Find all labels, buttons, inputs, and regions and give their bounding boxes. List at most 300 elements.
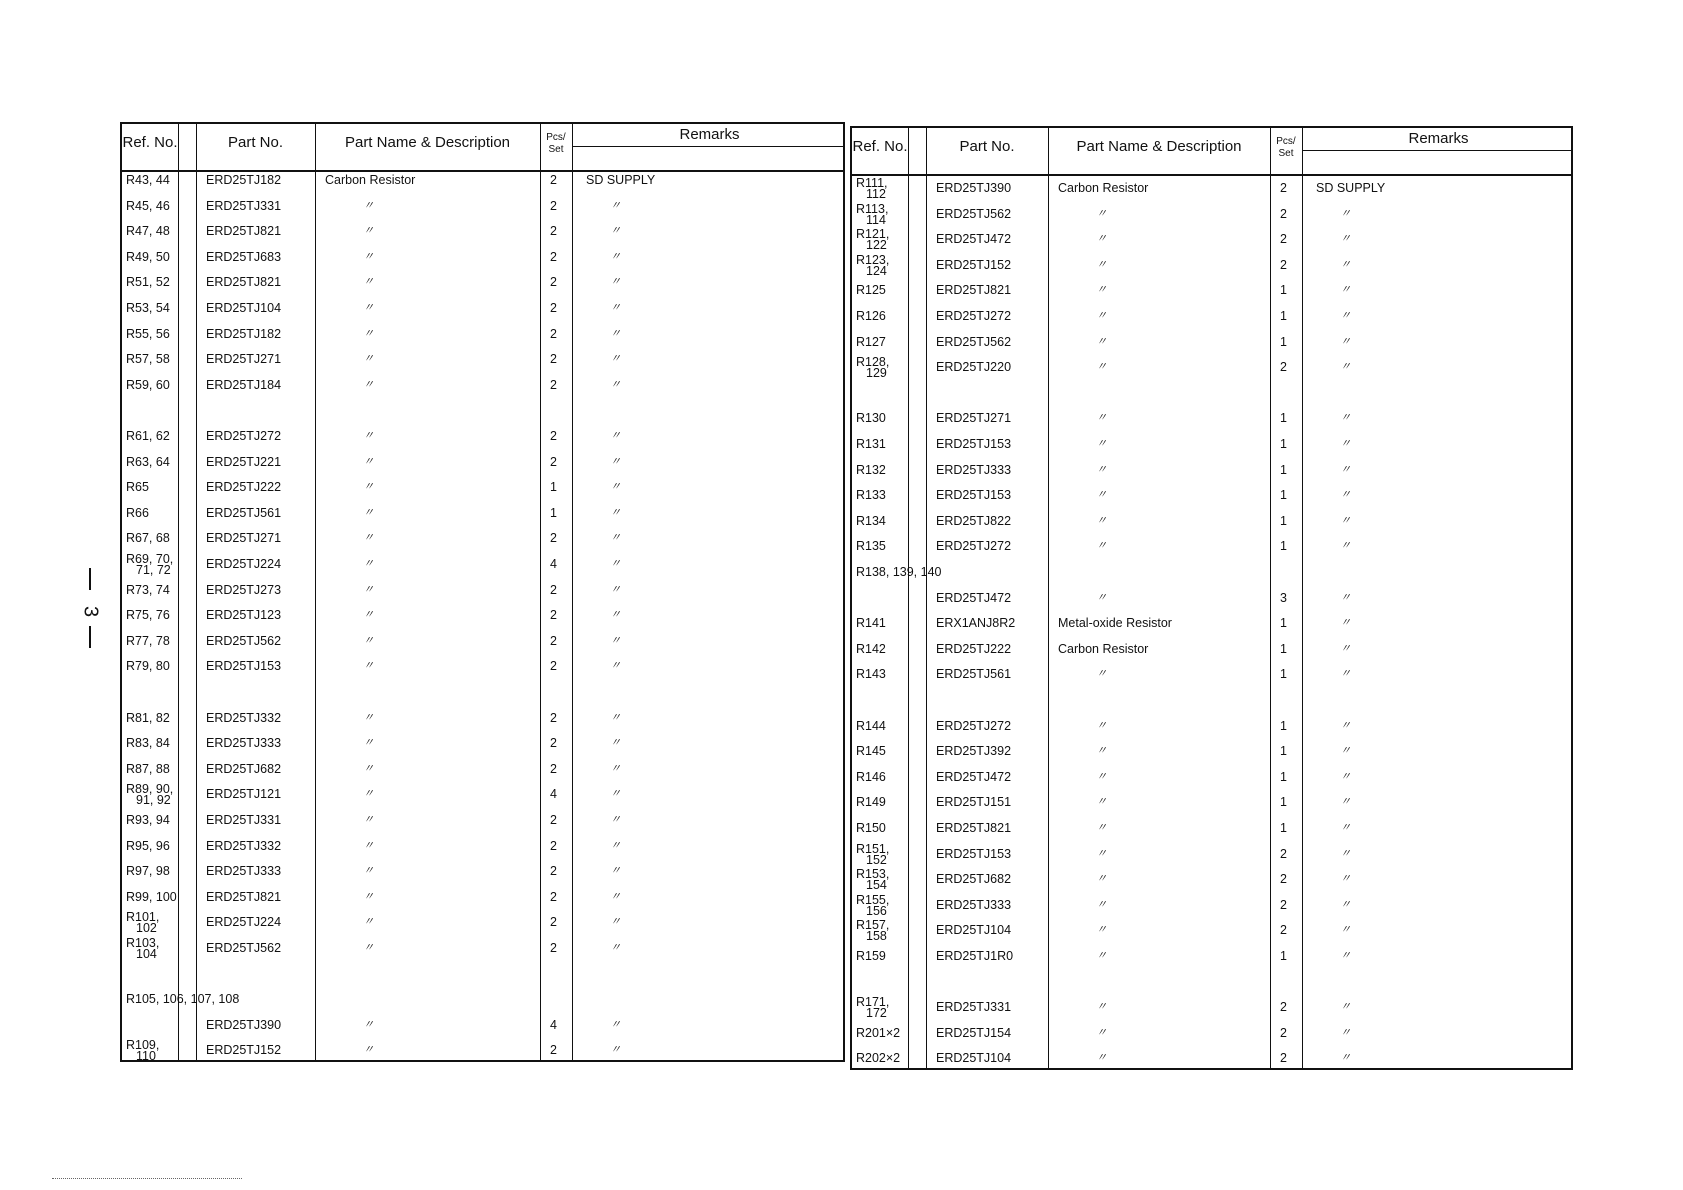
- row-remarks: 〃: [1340, 617, 1351, 629]
- row-ref: R201×2: [856, 1026, 901, 1040]
- row-remarks: 〃: [1340, 950, 1351, 962]
- row-part-name: 〃: [363, 532, 374, 544]
- row-ref: [856, 997, 889, 1019]
- row-part-name: 〃: [1096, 668, 1107, 680]
- row-ref-line1: R113,: [856, 202, 889, 216]
- row-ref: R95, 96: [126, 839, 170, 853]
- row-part-name: 〃: [363, 251, 374, 263]
- row-ref: R87, 88: [126, 762, 170, 776]
- row-ref-line1: R121,: [856, 227, 890, 241]
- row-ref: R77, 78: [126, 634, 170, 648]
- row-remarks: 〃: [1340, 1027, 1351, 1039]
- row-ref-line2: 102: [136, 921, 157, 935]
- row-ref: R97, 98: [126, 864, 170, 878]
- row-pcs: 4: [550, 557, 557, 571]
- row-part-no: ERD25TJ682: [936, 872, 1012, 886]
- row-part-name: 〃: [363, 1044, 374, 1056]
- row-ref-line1: R155,: [856, 893, 890, 907]
- row-remarks: 〃: [610, 609, 621, 621]
- row-part-no: ERD25TJ1R0: [936, 949, 1014, 963]
- row-part-no: ERD25TJ472: [936, 232, 1012, 246]
- row-remarks: 〃: [610, 532, 621, 544]
- row-ref: [856, 357, 889, 379]
- row-part-no: ERD25TJ222: [206, 480, 282, 494]
- row-ref: [856, 844, 889, 866]
- row-part-no: ERD25TJ333: [936, 463, 1012, 477]
- row-remarks: 〃: [610, 635, 621, 647]
- row-ref: [126, 938, 159, 960]
- column-divider: [178, 124, 179, 1060]
- row-part-name: 〃: [363, 481, 374, 493]
- row-remarks: 〃: [1340, 1001, 1351, 1013]
- header-ref-no: Ref. No.: [852, 138, 908, 155]
- row-pcs: 2: [550, 915, 557, 929]
- column-divider: [926, 128, 927, 1068]
- row-part-name: 〃: [1096, 412, 1107, 424]
- row-ref-line2: 71, 72: [136, 563, 171, 577]
- row-pcs: 2: [550, 608, 557, 622]
- row-part-no: ERD25TJ271: [206, 531, 282, 545]
- header-part-no: Part No.: [227, 134, 284, 151]
- row-part-name: 〃: [1096, 361, 1107, 373]
- row-ref: R83, 84: [126, 736, 170, 750]
- row-remarks: 〃: [1340, 771, 1351, 783]
- row-ref: R134: [856, 514, 886, 528]
- row-part-no: ERD25TJ390: [936, 181, 1012, 195]
- row-pcs: 2: [550, 378, 557, 392]
- row-part-no: ERD25TJ822: [936, 514, 1012, 528]
- row-pcs: 2: [550, 1043, 557, 1057]
- row-part-no: ERD25TJ271: [206, 352, 282, 366]
- row-ref-line1: R69, 70,: [126, 552, 174, 566]
- row-part-name: 〃: [363, 379, 374, 391]
- row-pcs: 2: [550, 839, 557, 853]
- row-part-name: 〃: [363, 276, 374, 288]
- row-part-name: 〃: [1096, 924, 1107, 936]
- row-remarks: 〃: [610, 200, 621, 212]
- row-ref: R149: [856, 795, 886, 809]
- row-part-name: 〃: [1096, 540, 1107, 552]
- row-ref: R132: [856, 463, 886, 477]
- row-ref: R143: [856, 667, 886, 681]
- row-ref: R145: [856, 744, 886, 758]
- row-part-no: ERD25TJ272: [206, 429, 282, 443]
- row-ref: [856, 204, 888, 226]
- row-ref: R57, 58: [126, 352, 170, 366]
- row-remarks: 〃: [1340, 336, 1351, 348]
- row-remarks: 〃: [610, 507, 621, 519]
- row-ref: R93, 94: [126, 813, 170, 827]
- header-set: Set: [548, 144, 564, 155]
- page-number: [78, 568, 102, 648]
- row-part-name: Carbon Resistor: [1058, 181, 1149, 195]
- row-remarks: 〃: [610, 584, 621, 596]
- row-ref-line2: 172: [866, 1006, 887, 1020]
- header-set: Set: [1278, 148, 1294, 159]
- row-pcs: 2: [1280, 181, 1287, 195]
- row-remarks: 〃: [610, 353, 621, 365]
- row-part-no: ERD25TJ562: [206, 634, 282, 648]
- row-ref: [126, 912, 159, 934]
- row-part-no: ERD25TJ121: [206, 787, 282, 801]
- row-ref: R51, 52: [126, 275, 170, 289]
- row-ref: [856, 895, 889, 917]
- row-ref: [126, 1040, 159, 1062]
- column-divider: [196, 124, 197, 1060]
- row-remarks: 〃: [610, 379, 621, 391]
- row-pcs: 2: [1280, 898, 1287, 912]
- row-pcs: 2: [550, 455, 557, 469]
- row-ref: R135: [856, 539, 886, 553]
- row-remarks: 〃: [1340, 1052, 1351, 1064]
- row-remarks: 〃: [1340, 515, 1351, 527]
- row-part-name: 〃: [363, 916, 374, 928]
- row-part-no: ERD25TJ224: [206, 915, 282, 929]
- header-pcs: Pcs/: [1276, 136, 1296, 147]
- row-part-no: ERD25TJ682: [206, 762, 282, 776]
- header-part-no: Part No.: [959, 138, 1015, 155]
- row-remarks: 〃: [610, 558, 621, 570]
- row-part-no: ERD25TJ104: [206, 301, 282, 315]
- row-remarks: 〃: [610, 865, 621, 877]
- row-ref: R99, 100: [126, 890, 177, 904]
- row-pcs: 2: [550, 173, 557, 187]
- row-remarks: 〃: [1340, 643, 1351, 655]
- row-ref: R127: [856, 335, 886, 349]
- row-ref: [126, 784, 173, 806]
- row-part-name: 〃: [1096, 720, 1107, 732]
- row-pcs: 2: [550, 275, 557, 289]
- row-remarks: 〃: [610, 712, 621, 724]
- row-pcs: 2: [550, 583, 557, 597]
- row-remarks: 〃: [1340, 489, 1351, 501]
- row-part-no: ERD25TJ472: [936, 770, 1012, 784]
- row-part-name: 〃: [363, 891, 374, 903]
- row-part-no: ERD25TJ331: [206, 199, 282, 213]
- remarks-header-divider: [572, 146, 843, 147]
- header-pcs-set: [540, 132, 572, 156]
- row-ref: R79, 80: [126, 659, 170, 673]
- row-pcs: 2: [1280, 360, 1287, 374]
- row-pcs: 3: [1280, 591, 1287, 605]
- row-pcs: 2: [550, 301, 557, 315]
- row-remarks: 〃: [610, 891, 621, 903]
- row-ref: R73, 74: [126, 583, 170, 597]
- row-ref: R125: [856, 283, 886, 297]
- row-part-name: 〃: [363, 507, 374, 519]
- row-ref-line1: R109,: [126, 1038, 160, 1052]
- row-ref: R53, 54: [126, 301, 170, 315]
- row-part-no: ERD25TJ272: [936, 719, 1012, 733]
- row-pcs: 1: [1280, 719, 1287, 733]
- row-remarks: 〃: [1340, 899, 1351, 911]
- row-pcs: 1: [1280, 949, 1287, 963]
- row-part-no: ERD25TJ562: [936, 335, 1012, 349]
- row-part-no: ERD25TJ333: [206, 736, 282, 750]
- row-pcs: 2: [550, 250, 557, 264]
- row-part-name: Metal-oxide Resistor: [1058, 616, 1172, 630]
- row-ref: [856, 229, 889, 251]
- row-remarks: 〃: [1340, 796, 1351, 808]
- row-part-name: 〃: [363, 558, 374, 570]
- row-pcs: 1: [1280, 744, 1287, 758]
- row-remarks: 〃: [610, 763, 621, 775]
- row-part-no: ERD25TJ562: [936, 207, 1012, 221]
- row-part-no: ERD25TJ821: [936, 821, 1012, 835]
- row-remarks: 〃: [1340, 464, 1351, 476]
- row-remarks: 〃: [1340, 822, 1351, 834]
- row-ref: [856, 178, 888, 200]
- row-remarks: 〃: [1340, 259, 1351, 271]
- row-ref-line1: R101,: [126, 910, 160, 924]
- row-part-no: ERD25TJ562: [206, 941, 282, 955]
- row-part-no: ERD25TJ271: [936, 411, 1012, 425]
- row-part-no: ERD25TJ182: [206, 173, 282, 187]
- row-remarks: 〃: [610, 788, 621, 800]
- row-pcs: 1: [1280, 283, 1287, 297]
- row-ref: R81, 82: [126, 711, 170, 725]
- row-part-name: 〃: [363, 609, 374, 621]
- row-pcs: 2: [550, 736, 557, 750]
- row-part-no: ERD25TJ151: [936, 795, 1012, 809]
- row-ref: [126, 554, 173, 576]
- row-part-name: 〃: [1096, 1027, 1107, 1039]
- row-part-name: 〃: [363, 584, 374, 596]
- row-part-name: 〃: [1096, 284, 1107, 296]
- header-part-name: Part Name & Description: [344, 134, 511, 151]
- row-ref-line1: R157,: [856, 918, 890, 932]
- row-part-no: ERD25TJ104: [936, 1051, 1012, 1065]
- row-part-name: 〃: [1096, 848, 1107, 860]
- column-divider: [908, 128, 909, 1068]
- row-remarks: 〃: [610, 251, 621, 263]
- row-part-no: ERD25TJ224: [206, 557, 282, 571]
- row-ref-line2: 158: [866, 929, 887, 943]
- row-pcs: 2: [1280, 1000, 1287, 1014]
- row-part-name: 〃: [363, 302, 374, 314]
- row-remarks: 〃: [610, 942, 621, 954]
- row-pcs: 4: [550, 787, 557, 801]
- row-ref-line2: 152: [866, 853, 887, 867]
- row-part-name: 〃: [1096, 336, 1107, 348]
- footer-scan-marks: [52, 1178, 242, 1181]
- row-part-name: 〃: [1096, 233, 1107, 245]
- row-pcs: 2: [550, 327, 557, 341]
- row-ref: R133: [856, 488, 886, 502]
- row-ref: R45, 46: [126, 199, 170, 213]
- row-part-name: 〃: [1096, 464, 1107, 476]
- row-part-name: 〃: [363, 737, 374, 749]
- header-remarks: Remarks: [1408, 130, 1469, 147]
- row-pcs: 2: [1280, 258, 1287, 272]
- row-part-name: 〃: [363, 814, 374, 826]
- row-part-no: ERD25TJ332: [206, 711, 282, 725]
- row-pcs: 1: [1280, 309, 1287, 323]
- row-part-name: 〃: [1096, 899, 1107, 911]
- row-ref: R65: [126, 480, 149, 494]
- row-part-no: ERD25TJ184: [206, 378, 282, 392]
- row-part-no: ERD25TJ104: [936, 923, 1012, 937]
- row-ref-line2: 124: [866, 264, 887, 278]
- column-divider: [315, 124, 316, 1060]
- row-part-name: 〃: [1096, 950, 1107, 962]
- row-pcs: 2: [1280, 923, 1287, 937]
- row-part-no: ERD25TJ221: [206, 455, 282, 469]
- row-part-name: 〃: [1096, 489, 1107, 501]
- row-ref: R150: [856, 821, 886, 835]
- row-ref: R59, 60: [126, 378, 170, 392]
- row-ref: [856, 920, 889, 942]
- row-ref-line2: 122: [866, 238, 887, 252]
- row-pcs: 2: [1280, 1026, 1287, 1040]
- parts-table-right: [850, 126, 1573, 1070]
- row-remarks: 〃: [1340, 310, 1351, 322]
- row-ref: R75, 76: [126, 608, 170, 622]
- row-remarks: 〃: [1340, 873, 1351, 885]
- row-part-name: 〃: [1096, 592, 1107, 604]
- row-part-name: 〃: [363, 353, 374, 365]
- row-pcs: 1: [1280, 642, 1287, 656]
- row-part-name: 〃: [1096, 208, 1107, 220]
- row-ref-line1: R153,: [856, 867, 890, 881]
- row-remarks: 〃: [1340, 284, 1351, 296]
- row-remarks: 〃: [1340, 848, 1351, 860]
- row-part-name: 〃: [1096, 796, 1107, 808]
- row-remarks: 〃: [1340, 208, 1351, 220]
- row-ref: [856, 255, 889, 277]
- row-part-name: 〃: [1096, 1052, 1107, 1064]
- row-part-no: ERD25TJ153: [206, 659, 282, 673]
- row-part-no: ERD25TJ331: [206, 813, 282, 827]
- row-part-name: 〃: [1096, 822, 1107, 834]
- row-ref: R105, 106, 107, 108: [126, 992, 240, 1006]
- row-pcs: 2: [1280, 1051, 1287, 1065]
- row-ref: R126: [856, 309, 886, 323]
- row-pcs: 2: [1280, 232, 1287, 246]
- row-pcs: 1: [1280, 821, 1287, 835]
- row-ref-line1: R171,: [856, 995, 890, 1009]
- row-part-no: ERD25TJ152: [206, 1043, 282, 1057]
- row-part-no: ERD25TJ220: [936, 360, 1012, 374]
- row-pcs: 2: [550, 531, 557, 545]
- row-remarks: 〃: [1340, 668, 1351, 680]
- row-ref: R63, 64: [126, 455, 170, 469]
- column-divider: [1302, 128, 1303, 1068]
- row-remarks: 〃: [610, 328, 621, 340]
- row-pcs: 2: [550, 224, 557, 238]
- row-part-no: ERD25TJ273: [206, 583, 282, 597]
- row-ref-line1: R128,: [856, 355, 890, 369]
- row-remarks: 〃: [610, 1019, 621, 1031]
- row-pcs: 1: [550, 506, 557, 520]
- row-ref-line2: 129: [866, 366, 887, 380]
- row-pcs: 2: [550, 199, 557, 213]
- column-divider: [1048, 128, 1049, 1068]
- row-part-no: ERD25TJ332: [206, 839, 282, 853]
- row-part-no: ERD25TJ472: [936, 591, 1012, 605]
- row-part-no: ERD25TJ561: [936, 667, 1012, 681]
- parts-table-left: [120, 122, 845, 1062]
- row-pcs: 1: [1280, 335, 1287, 349]
- row-remarks: 〃: [610, 302, 621, 314]
- header-part-name: Part Name & Description: [1076, 138, 1242, 155]
- row-ref-line1: R103,: [126, 936, 160, 950]
- row-part-name: Carbon Resistor: [1058, 642, 1149, 656]
- row-ref: R47, 48: [126, 224, 170, 238]
- row-pcs: 2: [550, 711, 557, 725]
- row-part-name: 〃: [363, 942, 374, 954]
- row-part-no: ERD25TJ333: [206, 864, 282, 878]
- row-ref-line2: 91, 92: [136, 793, 171, 807]
- row-part-no: ERD25TJ392: [936, 744, 1012, 758]
- row-part-name: 〃: [363, 865, 374, 877]
- row-ref: R67, 68: [126, 531, 170, 545]
- row-pcs: 1: [1280, 795, 1287, 809]
- row-pcs: 1: [1280, 411, 1287, 425]
- row-part-name: 〃: [363, 430, 374, 442]
- row-part-name: 〃: [1096, 745, 1107, 757]
- row-part-name: 〃: [363, 712, 374, 724]
- row-ref-line1: R151,: [856, 842, 890, 856]
- row-remarks: 〃: [610, 737, 621, 749]
- row-remarks: 〃: [610, 1044, 621, 1056]
- row-part-name: 〃: [1096, 310, 1107, 322]
- row-ref: R130: [856, 411, 886, 425]
- row-pcs: 2: [1280, 207, 1287, 221]
- row-ref-line1: R89, 90,: [126, 782, 174, 796]
- row-remarks: 〃: [610, 225, 621, 237]
- row-remarks: 〃: [1340, 438, 1351, 450]
- row-part-name: 〃: [1096, 1001, 1107, 1013]
- row-pcs: 2: [1280, 872, 1287, 886]
- row-remarks: SD SUPPLY: [1316, 181, 1386, 195]
- row-pcs: 1: [1280, 463, 1287, 477]
- row-remarks: 〃: [1340, 745, 1351, 757]
- row-part-name: 〃: [1096, 438, 1107, 450]
- header-ref-no: Ref. No.: [122, 134, 178, 151]
- row-part-no: ERD25TJ821: [206, 275, 282, 289]
- row-pcs: 1: [1280, 616, 1287, 630]
- column-divider: [1270, 128, 1271, 1068]
- header-pcs-set: [1270, 136, 1302, 160]
- row-pcs: 1: [1280, 514, 1287, 528]
- row-ref-line1: R111,: [856, 176, 888, 190]
- row-part-no: ERD25TJ333: [936, 898, 1012, 912]
- row-pcs: 2: [550, 634, 557, 648]
- row-remarks: 〃: [1340, 361, 1351, 373]
- row-part-name: 〃: [363, 200, 374, 212]
- row-ref: R66: [126, 506, 149, 520]
- row-pcs: 1: [1280, 667, 1287, 681]
- row-part-no: ERD25TJ683: [206, 250, 282, 264]
- row-remarks: 〃: [610, 916, 621, 928]
- row-part-name: 〃: [1096, 515, 1107, 527]
- row-part-name: 〃: [363, 328, 374, 340]
- row-remarks: 〃: [1340, 592, 1351, 604]
- row-part-name: 〃: [363, 456, 374, 468]
- row-part-no: ERD25TJ154: [936, 1026, 1012, 1040]
- page-number-dash-top: [89, 568, 91, 590]
- row-part-name: 〃: [363, 763, 374, 775]
- row-part-name: 〃: [363, 225, 374, 237]
- row-ref-line2: 156: [866, 904, 887, 918]
- row-part-name: 〃: [363, 840, 374, 852]
- row-part-no: ERD25TJ561: [206, 506, 282, 520]
- row-ref-line2: 104: [136, 947, 157, 961]
- row-pcs: 1: [1280, 770, 1287, 784]
- row-part-name: 〃: [363, 788, 374, 800]
- row-part-name: 〃: [1096, 873, 1107, 885]
